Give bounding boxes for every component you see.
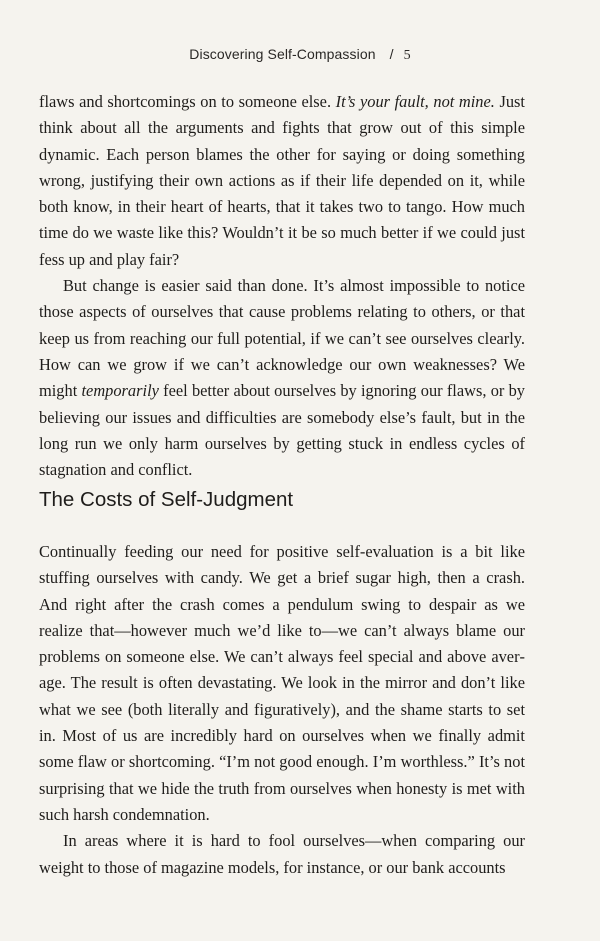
text-run: Just think about all the arguments and fights that grow out of this simple dynamic. Each person blames the other for saying or doing something wrong, justifying their own actions as if their life depended on it, while both know, in their heart of hearts, that it takes two to tango. How much time do we waste like this? Wouldn’t it be so much better if we could just fess up and play fair? — [39, 92, 525, 269]
text-run-italic: It’s your fault, not mine. — [335, 92, 495, 111]
body-text-bottom — [39, 539, 525, 881]
paragraph — [39, 539, 525, 828]
page-number: 5 — [403, 48, 411, 63]
text-run: flaws and shortcomings on to someone else. — [39, 92, 336, 111]
running-head-title: Discovering Self-Compassion — [189, 46, 376, 62]
running-head — [0, 46, 600, 64]
text-run-italic: temporarily — [81, 381, 159, 401]
paragraph — [39, 828, 525, 881]
paragraph — [39, 89, 525, 273]
section-heading: The Costs of Self-Judgment — [39, 488, 294, 511]
paragraph — [39, 273, 525, 483]
text-run: In areas where it is hard to fool ourselves—when comparing our weight to those of magazine models, for instance, or our bank accounts — [39, 831, 525, 877]
text-run: feel better about ourselves by ignoring our flaws, or by believing our issues and difficulties are somebody else’s fault, but in the long run we only harm ourselves by getting stuck in endless cycles of stagnation and conflict. — [39, 381, 525, 480]
text-run: Continually feeding our need for positive self-evaluation is a bit like stuffing ourselves with candy. We get a brief sugar high, then a crash. And right after the crash comes a pendulum swing to despair as we realize that—however much we’d like to—we can’t always blame our problems on someone else. We can’t always feel special and above average. The result is often devastating. We look in the mirror and don’t like what we see (both literally and figuratively), and the shame starts to set in. Most of us are incredibly hard on ourselves when we finally admit some flaw or shortcoming. “I’m not good enough. I’m worthless.” It’s not surprising that we hide the truth from ourselves when honesty is met with such harsh condemnation. — [39, 542, 525, 824]
running-head-separator: / — [389, 46, 394, 62]
text-run: But change is easier said than done. It’s almost impossible to notice those aspects of ourselves that cause problems relating to others, or that keep us from reaching our full potential, if we can’t see ourselves clearly. How can we grow if we can’t acknowledge our own weaknesses? We might — [39, 276, 525, 401]
body-text-top — [39, 89, 525, 483]
